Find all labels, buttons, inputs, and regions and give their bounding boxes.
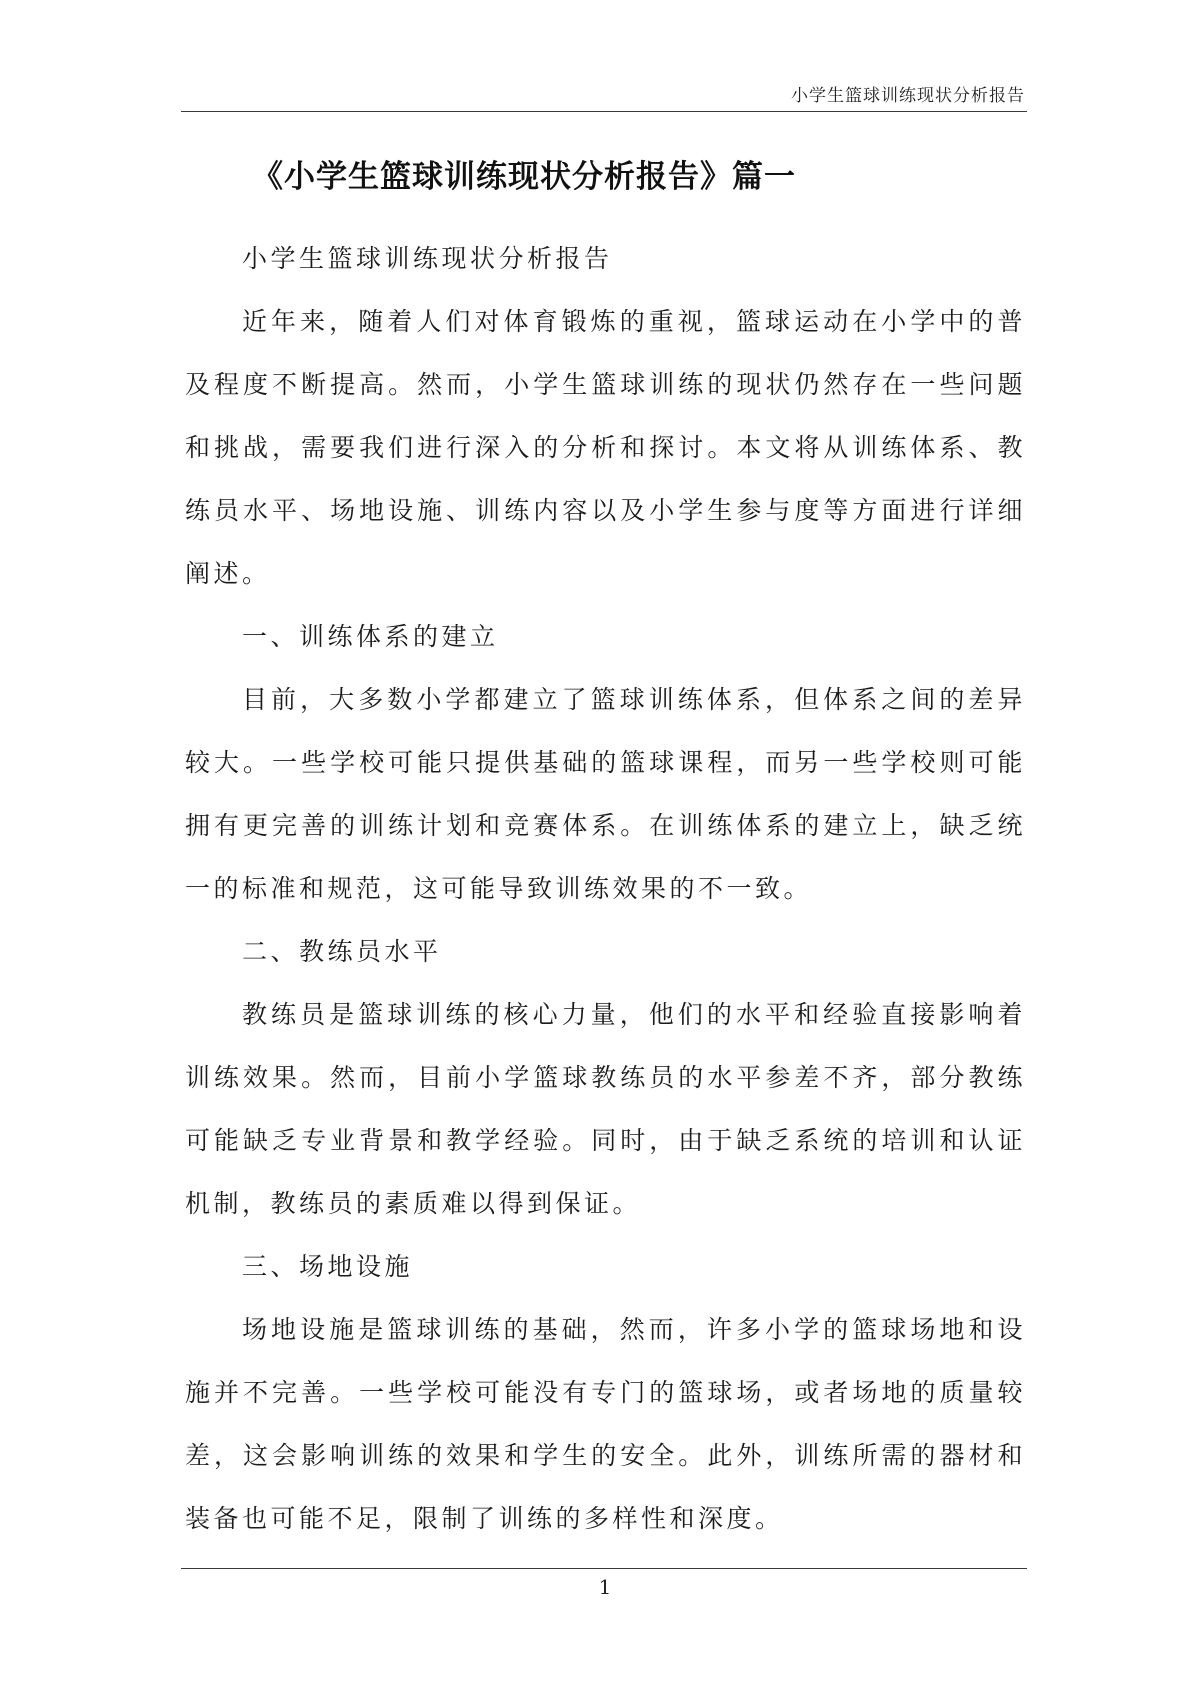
paragraph-line: 较大。一些学校可能只提供基础的篮球课程，而另一些学校则可能 [185, 748, 1026, 777]
paragraph-line: 施并不完善。一些学校可能没有专门的篮球场，或者场地的质量较 [185, 1378, 1026, 1407]
paragraph-line: 目前，大多数小学都建立了篮球训练体系，但体系之间的差异 [242, 685, 1026, 714]
subtitle: 小学生篮球训练现状分析报告 [242, 244, 613, 273]
section-heading: 二、教练员水平 [242, 937, 442, 966]
paragraph-line: 和挑战，需要我们进行深入的分析和探讨。本文将从训练体系、教 [185, 433, 1026, 462]
section-facilities [185, 1235, 1026, 1550]
section-coach-level [185, 920, 1026, 1235]
intro-paragraph [185, 290, 1026, 605]
paragraph-line: 阐述。 [185, 559, 271, 588]
document-body [185, 227, 1026, 1550]
section-training-system [185, 605, 1026, 920]
paragraph-line: 场地设施是篮球训练的基础，然而，许多小学的篮球场地和设 [242, 1315, 1026, 1344]
page-number: 1 [598, 1575, 612, 1599]
paragraph-line: 拥有更完善的训练计划和竞赛体系。在训练体系的建立上，缺乏统 [185, 811, 1026, 840]
paragraph-line: 差，这会影响训练的效果和学生的安全。此外，训练所需的器材和 [185, 1441, 1026, 1470]
header-divider [181, 111, 1027, 112]
paragraph-line: 一的标准和规范，这可能导致训练效果的不一致。 [185, 874, 813, 903]
footer-divider [181, 1568, 1027, 1569]
section-heading: 一、训练体系的建立 [242, 622, 499, 651]
section-heading: 三、场地设施 [242, 1252, 414, 1281]
paragraph-line: 教练员是篮球训练的核心力量，他们的水平和经验直接影响着 [242, 1000, 1026, 1029]
running-header: 小学生篮球训练现状分析报告 [791, 86, 1025, 106]
paragraph-line: 可能缺乏专业背景和教学经验。同时，由于缺乏系统的培训和认证 [185, 1126, 1026, 1155]
paragraph-line: 装备也可能不足，限制了训练的多样性和深度。 [185, 1504, 784, 1533]
paragraph-line: 及程度不断提高。然而，小学生篮球训练的现状仍然存在一些问题 [185, 370, 1026, 399]
paragraph-line: 练员水平、场地设施、训练内容以及小学生参与度等方面进行详细 [185, 496, 1026, 525]
paragraph-line: 机制，教练员的素质难以得到保证。 [185, 1189, 642, 1218]
paragraph-line: 训练效果。然而，目前小学篮球教练员的水平参差不齐，部分教练 [185, 1063, 1026, 1092]
paragraph-line: 近年来，随着人们对体育锻炼的重视，篮球运动在小学中的普 [242, 307, 1026, 336]
document-title: 《小学生篮球训练现状分析报告》篇一 [252, 159, 796, 195]
